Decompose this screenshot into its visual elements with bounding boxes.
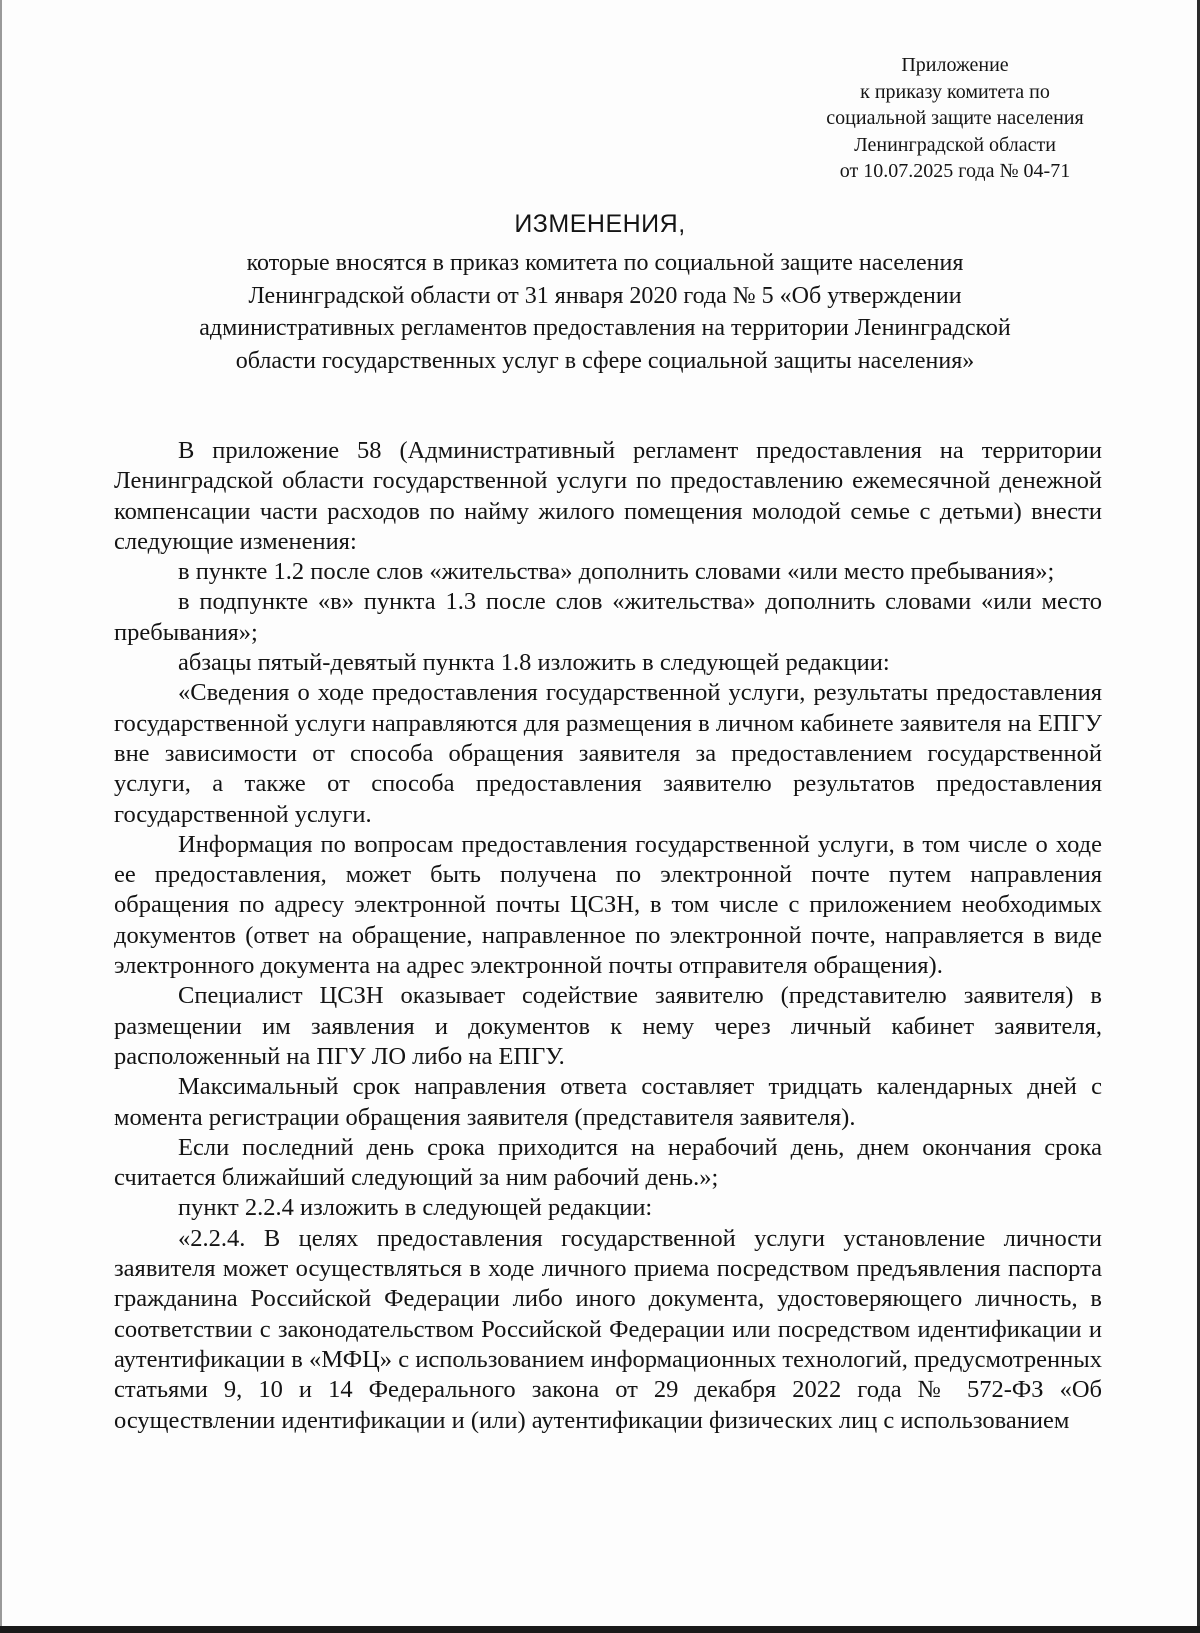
attachment-line: социальной защите населения — [826, 107, 1084, 129]
attachment-line: Ленинградской области — [854, 133, 1056, 156]
subtitle-line: Ленинградской области от 31 января 2020 года № 5 «Об утверждении — [248, 282, 962, 309]
subtitle-line: которые вносятся в приказ комитета по социальной защите населения — [246, 250, 964, 276]
attachment-line: Приложение — [901, 54, 1009, 76]
scan-left-edge — [0, 0, 2, 1633]
body-paragraph: Если последний день срока приходится на нерабочий день, днем окончания срока считается ближайший следующий за ним рабочий день.»; — [114, 1133, 1102, 1192]
body-paragraph: Информация по вопросам предоставления государственной услуги, в том числе о ходе ее предоставления, может быть получена по электронной почте путем направления обращения по адресу электронной почты ЦСЗН, в том числе с приложением необходимых документов (ответ на обращение, направленное по электронной почте, направляется в виде электронного документа на адрес электронной почты отправителя обращения). — [114, 830, 1102, 980]
attachment-line: от 10.07.2025 года № 04-71 — [839, 160, 1071, 182]
body-paragraph: пункт 2.2.4 изложить в следующей редакции: — [178, 1194, 653, 1222]
document-subtitle — [110, 247, 1100, 377]
document-body — [114, 436, 1102, 1436]
body-paragraph: Максимальный срок направления ответа составляет тридцать календарных дней с момента регистрации обращения заявителя (представителя заявителя). — [114, 1073, 1102, 1131]
scan-bottom-edge — [0, 1626, 1200, 1633]
body-paragraph: «2.2.4. В целях предоставления государственной услуги установление личности заявителя может осуществляться в ходе личного приема посредством предъявления паспорта гражданина Российской Федерации либо иного документа, удостоверяющего личность, в соответствии с законодательством Российской Федерации или посредством идентификации и аутентификации в «МФЦ» с использованием информационных технологий, предусмотренных статьями 9, 10 и 14 Федерального закона от 29 декабря 2022 года № 572-ФЗ «Об осуществлении идентификации и (или) аутентификации физических лиц с использованием — [114, 1224, 1102, 1434]
subtitle-line: административных регламентов предоставления на территории Ленинградской — [199, 315, 1011, 341]
attachment-line: к приказу комитета по — [860, 80, 1050, 103]
body-paragraph: В приложение 58 (Административный регламент предоставления на территории Ленинградской области государственной услуги по предоставлению ежемесячной денежной компенсации части расходов по найму жилого помещения молодой семье с детьми) внести следующие изменения: — [114, 437, 1102, 555]
body-paragraph: абзацы пятый-девятый пункта 1.8 изложить в следующей редакции: — [178, 649, 890, 677]
document-title: ИЗМЕНЕНИЯ, — [514, 210, 686, 238]
body-paragraph: в подпункте «в» пункта 1.3 после слов «жительства» дополнить словами «или место пребывания»; — [114, 588, 1102, 646]
subtitle-line: области государственных услуг в сфере социальной защиты населения» — [235, 347, 975, 374]
body-paragraph: Специалист ЦСЗН оказывает содействие заявителю (представителю заявителя) в размещении им заявления и документов к нему через личный кабинет заявителя, расположенный на ПГУ ЛО либо на ЕПГУ. — [114, 982, 1102, 1070]
body-paragraph: «Сведения о ходе предоставления государственной услуги, результаты предоставления государственной услуги направляются для размещения в личном кабинете заявителя на ЕПГУ вне зависимости от способа обращения заявителя за предоставлением государственной услуги, а также от способа предоставления заявителю результатов предоставления государственной услуги. — [114, 679, 1102, 828]
body-paragraph: в пункте 1.2 после слов «жительства» дополнить словами «или место пребывания»; — [178, 558, 1055, 586]
attachment-header — [775, 52, 1135, 185]
